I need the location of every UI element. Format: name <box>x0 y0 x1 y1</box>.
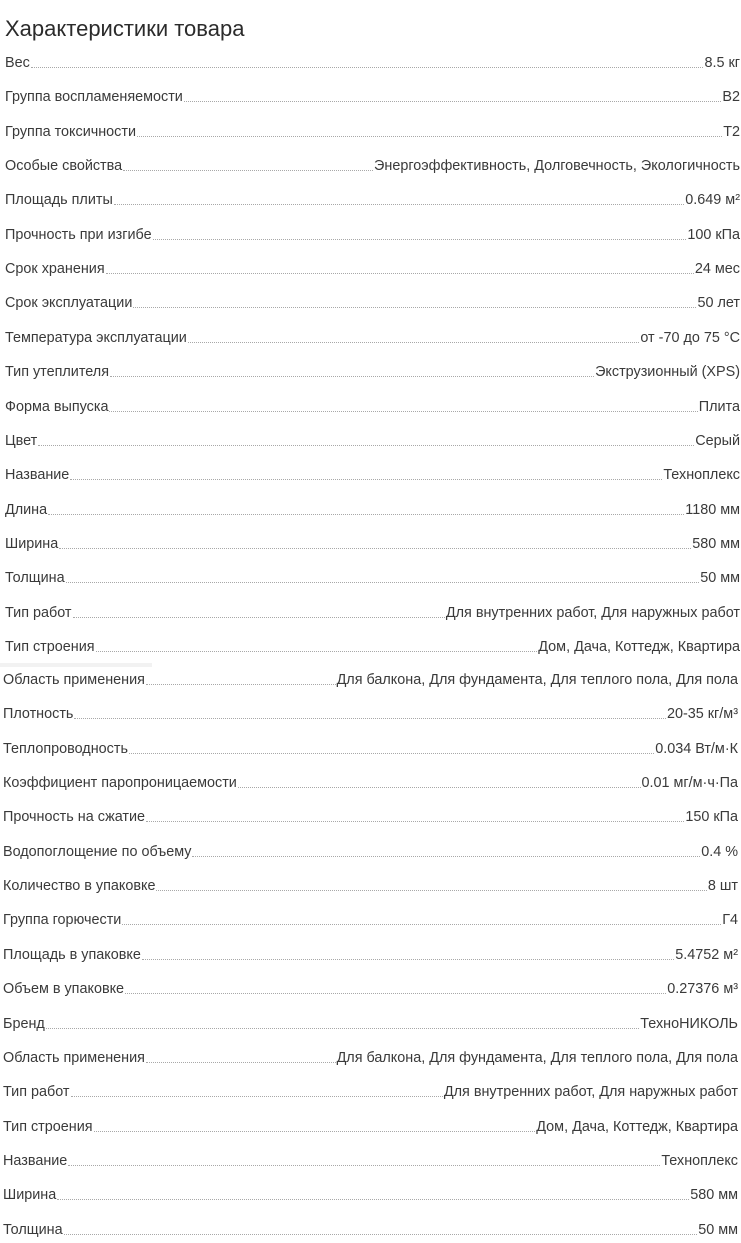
spec-row <box>3 875 738 895</box>
divider <box>0 663 152 667</box>
dotted-leader <box>46 1028 640 1029</box>
spec-row <box>3 703 738 723</box>
spec-label: Водопоглощение по объему <box>3 843 192 860</box>
spec-value: Для внутренних работ, Для наружных работ <box>445 604 740 621</box>
spec-row <box>3 1116 738 1136</box>
spec-value: 50 мм <box>698 1221 738 1238</box>
dotted-leader <box>31 67 704 68</box>
spec-value: 100 кПа <box>687 226 740 243</box>
dotted-leader <box>110 376 594 377</box>
spec-row <box>5 327 740 347</box>
dotted-leader <box>94 1131 536 1132</box>
dotted-leader <box>66 582 700 583</box>
spec-row <box>5 224 740 244</box>
spec-row <box>5 396 740 416</box>
spec-value: 50 лет <box>697 295 740 312</box>
spec-label: Тип строения <box>3 1118 93 1135</box>
spec-label: Название <box>3 1152 68 1169</box>
spec-label: Срок хранения <box>5 261 105 278</box>
dotted-leader <box>70 479 662 480</box>
spec-label: Бренд <box>3 1015 45 1032</box>
dotted-leader <box>74 718 666 719</box>
spec-value: Техноплекс <box>661 1152 738 1169</box>
spec-value: Для балкона, Для фундамента, Для теплого пола, Для пола <box>336 672 738 688</box>
dotted-leader <box>137 136 722 137</box>
spec-value: Техноплекс <box>663 467 740 484</box>
spec-row <box>3 1047 738 1067</box>
spec-label: Толщина <box>5 570 65 587</box>
spec-row <box>5 121 740 141</box>
spec-value: Дом, Дача, Коттедж, Квартира <box>536 1118 738 1135</box>
spec-value: В2 <box>722 89 740 106</box>
spec-label: Группа токсичности <box>5 123 137 140</box>
spec-value: 1180 мм <box>685 501 740 518</box>
dotted-leader <box>109 411 697 412</box>
dotted-leader <box>114 204 684 205</box>
spec-value: 0.27376 м³ <box>667 981 738 998</box>
spec-label: Площадь в упаковке <box>3 946 141 963</box>
dotted-leader <box>142 959 674 960</box>
dotted-leader <box>38 445 694 446</box>
spec-label: Область применения <box>3 1049 145 1066</box>
dotted-leader <box>64 1234 698 1235</box>
spec-row <box>5 567 740 587</box>
dotted-leader <box>125 993 666 994</box>
spec-row <box>3 772 738 792</box>
spec-label: Срок эксплуатации <box>5 295 133 312</box>
dotted-leader <box>146 684 336 685</box>
spec-value: 5.4752 м² <box>675 946 738 963</box>
spec-row <box>3 669 738 689</box>
spec-label: Особые свойства <box>5 158 123 175</box>
spec-row <box>3 978 738 998</box>
spec-row <box>3 738 738 758</box>
spec-label: Тип работ <box>3 1084 70 1101</box>
spec-row <box>5 292 740 312</box>
spec-value: Для внутренних работ, Для наружных работ <box>443 1084 738 1101</box>
spec-row <box>5 636 740 656</box>
spec-label: Плотность <box>3 706 74 723</box>
spec-label: Толщина <box>3 1221 63 1238</box>
spec-row <box>5 361 740 381</box>
spec-value: 0.649 м² <box>685 192 740 209</box>
dotted-leader <box>156 890 706 891</box>
dotted-leader <box>122 924 721 925</box>
dotted-leader <box>71 1096 443 1097</box>
spec-row <box>3 1219 738 1239</box>
spec-row <box>5 155 740 175</box>
spec-value: Дом, Дача, Коттедж, Квартира <box>538 638 740 655</box>
dotted-leader <box>153 239 687 240</box>
spec-value: ТехноНИКОЛЬ <box>640 1015 738 1032</box>
dotted-leader <box>188 342 640 343</box>
dotted-leader <box>146 1062 336 1063</box>
spec-label: Площадь плиты <box>5 192 113 209</box>
spec-label: Температура эксплуатации <box>5 329 187 346</box>
spec-label: Теплопроводность <box>3 740 128 757</box>
spec-value: 0.034 Вт/м·К <box>655 740 738 757</box>
spec-value: 50 мм <box>700 570 740 587</box>
spec-row <box>5 464 740 484</box>
spec-label: Тип строения <box>5 638 95 655</box>
dotted-leader <box>192 856 700 857</box>
dotted-leader <box>184 101 722 102</box>
spec-label: Ширина <box>3 1187 57 1204</box>
spec-value: от -70 до 75 °С <box>640 329 740 346</box>
spec-row <box>3 806 738 826</box>
spec-value: Для балкона, Для фундамента, Для теплого пола, Для пола <box>336 1049 738 1066</box>
spec-label: Группа воспламеняемости <box>5 89 183 106</box>
spec-label: Прочность на сжатие <box>3 809 146 826</box>
spec-row <box>3 1081 738 1101</box>
spec-row <box>5 86 740 106</box>
spec-label: Коэффициент паропроницаемости <box>3 775 237 792</box>
spec-label: Длина <box>5 501 48 518</box>
spec-label: Ширина <box>5 535 59 552</box>
spec-row <box>5 499 740 519</box>
dotted-leader <box>129 753 654 754</box>
spec-value: 20-35 кг/м³ <box>666 706 738 723</box>
spec-row <box>3 944 738 964</box>
spec-value: 8 шт <box>707 878 738 895</box>
spec-value: Серый <box>695 432 740 449</box>
dotted-leader <box>68 1165 660 1166</box>
spec-value: Т2 <box>723 123 740 140</box>
spec-row <box>5 258 740 278</box>
spec-value: Плита <box>698 398 740 415</box>
dotted-leader <box>106 273 694 274</box>
spec-label: Количество в упаковке <box>3 878 156 895</box>
spec-label: Группа горючести <box>3 912 122 929</box>
dotted-leader <box>59 548 691 549</box>
spec-row <box>5 189 740 209</box>
spec-row <box>5 430 740 450</box>
spec-row <box>5 52 740 72</box>
spec-label: Вес <box>5 55 30 71</box>
spec-label: Объем в упаковке <box>3 981 125 998</box>
spec-row <box>3 1184 738 1204</box>
spec-value: 0.01 мг/м·ч·Па <box>641 775 738 792</box>
dotted-leader <box>146 821 684 822</box>
spec-label: Название <box>5 467 70 484</box>
spec-label: Тип работ <box>5 604 72 621</box>
spec-label: Тип утеплителя <box>5 364 109 381</box>
spec-row <box>3 841 738 861</box>
spec-row <box>5 602 740 622</box>
spec-value: Энергоэффективность, Долговечность, Экологичность <box>374 158 740 175</box>
spec-value: 8.5 кг <box>704 55 740 71</box>
section-title: Характеристики товара <box>5 15 245 41</box>
spec-value: 24 мес <box>694 261 740 278</box>
spec-label: Прочность при изгибе <box>5 226 152 243</box>
spec-label: Цвет <box>5 432 38 449</box>
spec-row <box>3 1150 738 1170</box>
spec-value: Г4 <box>722 912 738 929</box>
spec-label: Область применения <box>3 672 145 688</box>
dotted-leader <box>133 307 696 308</box>
spec-row <box>5 533 740 553</box>
dotted-leader <box>238 787 641 788</box>
spec-row <box>3 1013 738 1033</box>
dotted-leader <box>48 514 684 515</box>
spec-label: Форма выпуска <box>5 398 109 415</box>
spec-value: 580 мм <box>690 1187 738 1204</box>
spec-value: 580 мм <box>692 535 740 552</box>
spec-value: 150 кПа <box>685 809 738 826</box>
dotted-leader <box>73 617 445 618</box>
spec-value: Экструзионный (XPS) <box>595 364 740 381</box>
spec-value: 0.4 % <box>701 843 738 860</box>
dotted-leader <box>96 651 538 652</box>
dotted-leader <box>57 1199 689 1200</box>
spec-row <box>3 909 738 929</box>
dotted-leader <box>123 170 373 171</box>
